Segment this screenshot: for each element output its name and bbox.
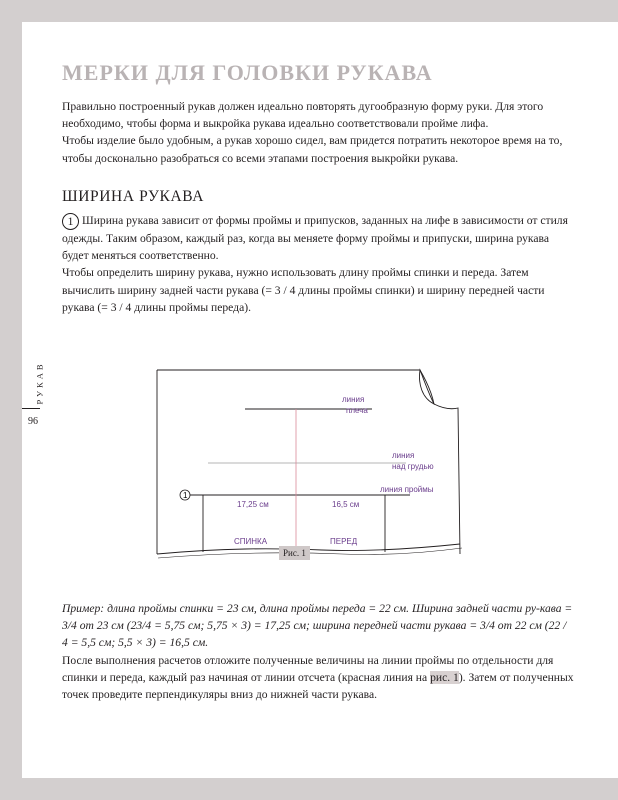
section-title: ШИРИНА РУКАВА: [62, 188, 205, 205]
page-number: 96: [28, 416, 38, 427]
figure-sleeve-width: [22, 322, 618, 572]
marker-number: 1: [183, 491, 188, 500]
front-label: ПЕРЕД: [330, 537, 358, 546]
back-label: СПИНКА: [234, 537, 268, 546]
intro-text: [62, 98, 574, 167]
intro-line-2: Чтобы изделие было удобным, а рукав хорошо сидел, вам придется потратить некоторое время на то, чтобы досконально разобраться со всеми этапами построения выкройки рукава.: [62, 134, 563, 165]
intro-line-1: Правильно построенный рукав должен идеально повторять дугообразную форму руки. Для этого необходимо, чтобы форма и выкройка рукава идеально соответствовали пройме лифа.: [62, 100, 544, 131]
figure-caption: Рис. 1: [279, 546, 310, 560]
sleeve-diagram: [22, 322, 618, 572]
example-text: [62, 600, 574, 703]
sheet-curl: [420, 370, 434, 404]
figure-reference-link[interactable]: рис. 1: [430, 670, 459, 684]
front-width-value: 16,5 см: [332, 500, 360, 509]
step-number-icon: 1: [62, 213, 79, 230]
book-page: [22, 22, 618, 778]
example-text-before: После выполнения расчетов отложите полученные величины на линии проймы по отдельности для спинки и переда, каждый раз начиная от линии отсчета (красная линия на: [62, 653, 554, 684]
back-width-value: 17,25 см: [237, 500, 269, 509]
section-text-1: Ширина рукава зависит от формы проймы и припусков, заданных на лифе в зависимости от стиля одежды. Таким образом, каждый раз, когда вы меняете форму проймы и припуски, ширина рукава будет меняться соответственно.: [62, 214, 568, 263]
section-paragraph-2: Чтобы определить ширину рукава, нужно использовать длину проймы спинки и переда. Затем вычислить ширину задней части рукава (= 3 / 4 длины проймы спинки) и ширину передней части рукава (= 3 / 4 длины проймы переда).: [62, 266, 545, 314]
shoulder-label-1: линия: [342, 395, 365, 404]
example-paragraph: [62, 652, 574, 704]
example-text-after: ). Затем от полученных точек проведите перпендикуляры вниз до нижней части рукава.: [62, 670, 574, 702]
bust-label-2: над грудью: [392, 462, 434, 471]
page-title: МЕРКИ ДЛЯ ГОЛОВКИ РУКАВА: [62, 60, 433, 85]
bust-label-1: линия: [392, 451, 415, 460]
section-paragraph-1: [62, 212, 574, 264]
section-text: [62, 212, 574, 316]
shoulder-label-2: плеча: [346, 406, 368, 415]
example-italic: Пример: длина проймы спинки = 23 см, длина проймы переда = 22 см. Ширина задней части ру-кава = 3/4 от 23 см (23/4 = 5,75 см; 5,75 × 3) = 17,25 см; ширина передней части рукава = 3/4 от 22 см (22 / 4 = 5,5 см; 5,5 × 3) = 16,5 см.: [62, 602, 573, 650]
armhole-label: линия проймы: [380, 485, 434, 494]
side-chapter-tag: РУКАВ: [34, 361, 45, 405]
